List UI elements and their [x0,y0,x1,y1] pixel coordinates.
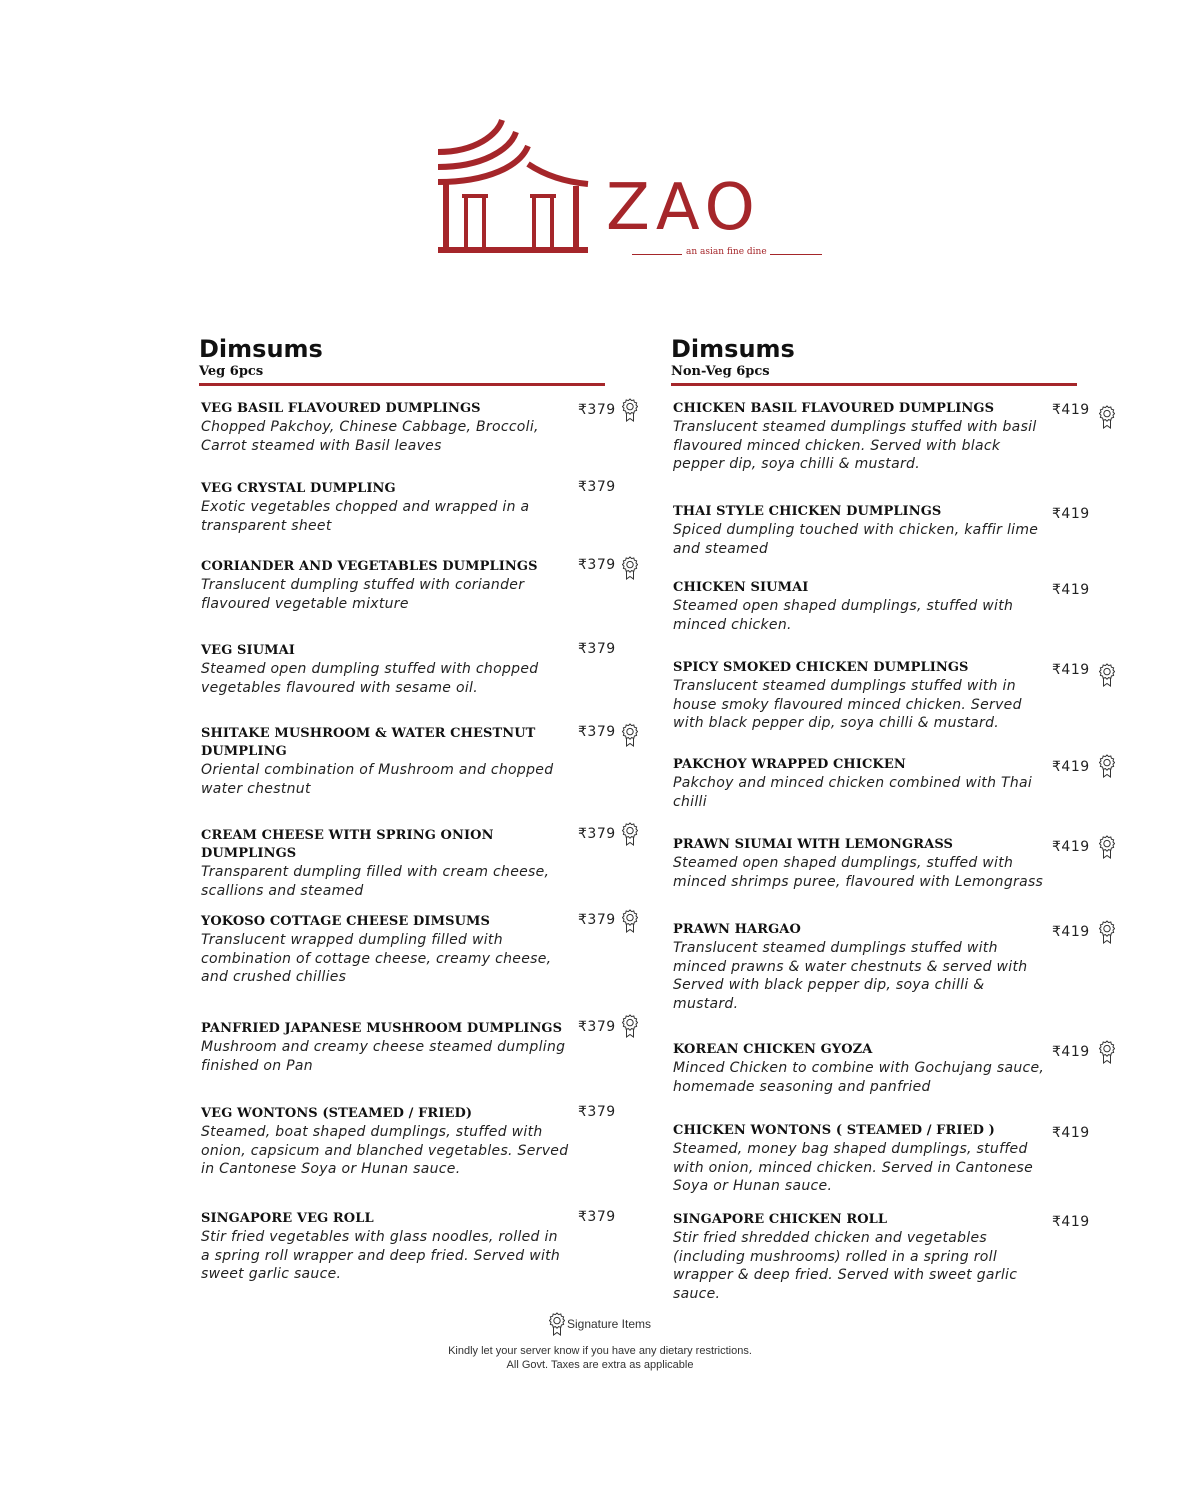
item-price: ₹419 [1052,1125,1090,1141]
item-description: Exotic vegetables chopped and wrapped in a transparent sheet [201,499,530,534]
item-name: CREAM CHEESE WITH SPRING ONION DUMPLINGS [201,828,494,861]
item-price: ₹379 [578,1019,616,1035]
menu-item [673,1211,1053,1303]
item-price: ₹419 [1052,1214,1090,1230]
item-description: Steamed open shaped dumplings, stuffed with minced chicken. [673,598,1014,633]
item-price: ₹379 [578,557,616,573]
signature-rosette-icon [622,909,638,933]
item-price: ₹379 [578,641,616,657]
item-price: ₹379 [578,724,616,740]
menu-item [201,558,571,613]
item-name: CHICKEN BASIL FLAVOURED DUMPLINGS [673,401,995,416]
section-title: Dimsums [671,335,795,363]
signature-rosette-icon [1099,835,1115,859]
item-name: KOREAN CHICKEN GYOZA [673,1042,873,1057]
signature-legend-label: Signature Items [566,1317,652,1331]
menu-item [201,642,571,697]
item-price: ₹419 [1052,924,1090,940]
signature-rosette-icon [1099,405,1115,429]
item-price: ₹419 [1052,759,1090,775]
section-title: Dimsums [199,335,323,363]
signature-rosette-icon [1099,754,1115,778]
menu-item [673,1041,1053,1096]
item-name: SINGAPORE CHICKEN ROLL [673,1212,888,1227]
item-description: Steamed, boat shaped dumplings, stuffed with onion, capsicum and blanched vegetables. Served in Cantonese Soya or Hunan sauce. [201,1124,569,1177]
section-subtitle: Veg 6pcs [199,364,264,379]
item-description: Translucent dumpling stuffed with coriander flavoured vegetable mixture [201,577,525,612]
item-name: PRAWN SIUMAI WITH LEMONGRASS [673,837,954,852]
menu-item [673,921,1053,1013]
item-price: ₹379 [578,479,616,495]
menu-item [673,836,1053,891]
menu-item [201,1210,571,1284]
tagline-rule-right [770,254,822,255]
signature-rosette-icon [622,1014,638,1038]
menu-item [673,756,1053,811]
signature-rosette-icon [622,822,638,846]
tagline-rule-left [632,254,682,255]
brand-logo [436,116,846,266]
section-divider [199,383,605,386]
item-name: VEG WONTONS (STEAMED / FRIED) [201,1106,473,1121]
menu-section-veg [199,334,649,1282]
item-description: Chopped Pakchoy, Chinese Cabbage, Broccoli, Carrot steamed with Basil leaves [201,419,539,454]
item-name: YOKOSO COTTAGE CHEESE DIMSUMS [201,914,491,929]
item-name: PRAWN HARGAO [673,922,801,937]
menu-section-nonveg [671,334,1131,1302]
item-price: ₹379 [578,402,616,418]
item-name: CORIANDER AND VEGETABLES DUMPLINGS [201,559,538,574]
menu-item [201,400,571,455]
signature-legend [549,1312,651,1336]
menu-item [673,659,1053,733]
brand-name: ZAO [606,171,761,245]
item-name: PANFRIED JAPANESE MUSHROOM DUMPLINGS [201,1021,563,1036]
signature-rosette-icon [1099,920,1115,944]
item-name: SHITAKE MUSHROOM & WATER CHESTNUT DUMPLING [201,726,536,759]
item-name: VEG CRYSTAL DUMPLING [201,481,396,496]
item-price: ₹419 [1052,402,1090,418]
item-name: SINGAPORE VEG ROLL [201,1211,374,1226]
item-description: Mushroom and creamy cheese steamed dumpling finished on Pan [201,1039,566,1074]
item-price: ₹379 [578,1209,616,1225]
menu-item [201,827,571,900]
signature-rosette-icon [622,723,638,747]
section-subtitle: Non-Veg 6pcs [671,364,770,379]
menu-item [201,1105,571,1179]
item-price: ₹419 [1052,506,1090,522]
item-name: VEG BASIL FLAVOURED DUMPLINGS [201,401,481,416]
item-description: Stir fried shredded chicken and vegetables (including mushrooms) rolled in a spring roll wrapper & deep fried. Served with sweet garlic sauce. [673,1230,1018,1302]
menu-item [673,579,1053,634]
menu-item [201,913,571,987]
menu-footer [0,1312,1200,1372]
item-name: THAI STYLE CHICKEN DUMPLINGS [673,504,942,519]
item-description: Translucent steamed dumplings stuffed with basil flavoured minced chicken. Served with black pepper dip, soya chilli & mustard. [673,419,1037,472]
item-price: ₹379 [578,1104,616,1120]
item-description: Translucent wrapped dumpling filled with combination of cottage cheese, creamy cheese, and crushed chillies [201,932,552,985]
menu-item [201,1020,571,1075]
signature-rosette-icon [1099,663,1115,687]
menu-item [201,480,571,535]
section-divider [671,383,1077,386]
menu-item [673,503,1053,558]
item-description: Minced Chicken to combine with Gochujang sauce, homemade seasoning and panfried [673,1060,1045,1095]
menu-item [673,400,1053,474]
item-description: Steamed open shaped dumplings, stuffed with minced shrimps puree, flavoured with Lemongrass [673,855,1044,890]
item-name: PAKCHOY WRAPPED CHICKEN [673,757,906,772]
item-price: ₹379 [578,912,616,928]
dietary-note: Kindly let your server know if you have any dietary restrictions. [448,1345,752,1357]
item-price: ₹419 [1052,662,1090,678]
item-description: Transparent dumpling filled with cream cheese, scallions and steamed [201,864,550,899]
item-price: ₹419 [1052,839,1090,855]
item-description: Oriental combination of Mushroom and chopped water chestnut [201,762,554,797]
item-description: Translucent steamed dumplings stuffed with minced prawns & water chestnuts & served with Served with black pepper dip, soya chilli & mustard. [673,940,1028,1012]
item-price: ₹379 [578,826,616,842]
item-description: Translucent steamed dumplings stuffed with in house smoky flavoured minced chicken. Served with black pepper dip, soya chilli & mustard. [673,678,1022,731]
item-price: ₹419 [1052,582,1090,598]
item-description: Pakchoy and minced chicken combined with Thai chilli [673,775,1033,810]
item-price: ₹419 [1052,1044,1090,1060]
item-name: VEG SIUMAI [201,643,295,658]
brand-tagline: an asian fine dine [686,247,767,257]
signature-rosette-icon [622,398,638,422]
item-description: Spiced dumpling touched with chicken, kaffir lime and steamed [673,522,1039,557]
signature-rosette-icon [622,556,638,580]
menu-item [673,1122,1053,1196]
item-name: CHICKEN WONTONS ( STEAMED / FRIED ) [673,1123,995,1138]
signature-rosette-icon [549,1312,565,1336]
menu-item [201,725,571,798]
item-description: Stir fried vegetables with glass noodles, rolled in a spring roll wrapper and deep fried. Served with sweet garlic sauce. [201,1229,561,1282]
item-name: SPICY SMOKED CHICKEN DUMPLINGS [673,660,969,675]
tax-note: All Govt. Taxes are extra as applicable [506,1359,694,1371]
item-description: Steamed open dumpling stuffed with chopped vegetables flavoured with sesame oil. [201,661,539,696]
signature-rosette-icon [1099,1040,1115,1064]
item-name: CHICKEN SIUMAI [673,580,809,595]
item-description: Steamed, money bag shaped dumplings, stuffed with onion, minced chicken. Served in Cantonese Soya or Hunan sauce. [673,1141,1033,1194]
